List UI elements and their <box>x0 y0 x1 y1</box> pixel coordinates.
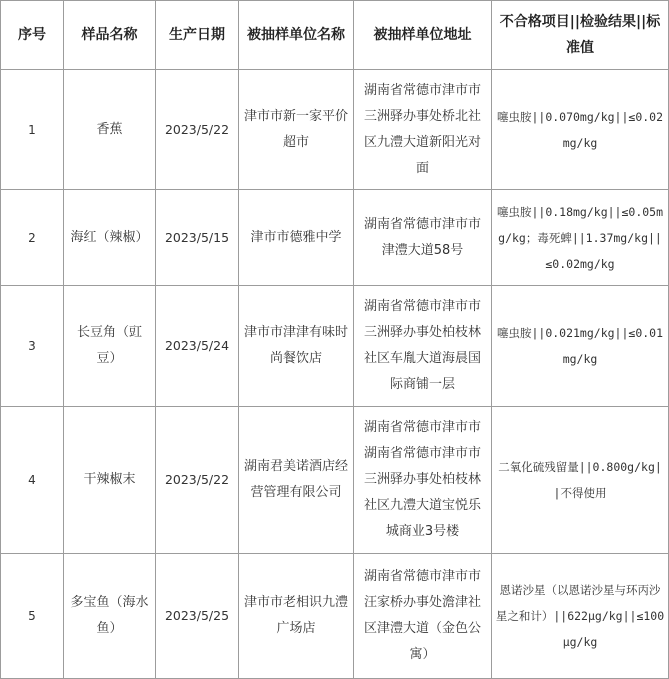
header-production-date: 生产日期 <box>156 1 239 70</box>
cell-unit-address: 湖南省常德市津市市汪家桥办事处澹津社区津澧大道（金色公寓） <box>354 554 492 679</box>
cell-production-date: 2023/5/25 <box>156 554 239 679</box>
cell-unit-name: 津市市老相识九澧广场店 <box>239 554 354 679</box>
cell-seq: 5 <box>1 554 64 679</box>
cell-sample-name: 长豆角（豇豆） <box>64 286 156 407</box>
cell-unit-name: 津市市德雅中学 <box>239 190 354 286</box>
table-row <box>1 70 669 190</box>
cell-result: 噻虫胺||0.070mg/kg||≤0.02mg/kg <box>492 70 669 190</box>
cell-unit-address: 湖南省常德市津市市三洲驿办事处柏枝林社区车胤大道海晨国际商铺一层 <box>354 286 492 407</box>
header-seq: 序号 <box>1 1 64 70</box>
header-row <box>1 1 669 70</box>
table-row <box>1 407 669 554</box>
table-row <box>1 286 669 407</box>
cell-result: 噻虫胺||0.18mg/kg||≤0.05mg/kg；毒死蜱||1.37mg/kg||≤0.02mg/kg <box>492 190 669 286</box>
cell-sample-name: 香蕉 <box>64 70 156 190</box>
cell-production-date: 2023/5/15 <box>156 190 239 286</box>
cell-seq: 4 <box>1 407 64 554</box>
cell-sample-name: 干辣椒末 <box>64 407 156 554</box>
cell-sample-name: 多宝鱼（海水鱼） <box>64 554 156 679</box>
cell-result: 噻虫胺||0.021mg/kg||≤0.01mg/kg <box>492 286 669 407</box>
cell-unit-name: 湖南君美诺酒店经营管理有限公司 <box>239 407 354 554</box>
header-unit-name: 被抽样单位名称 <box>239 1 354 70</box>
cell-production-date: 2023/5/22 <box>156 407 239 554</box>
cell-seq: 3 <box>1 286 64 407</box>
cell-production-date: 2023/5/22 <box>156 70 239 190</box>
cell-unit-name: 津市市津津有味时尚餐饮店 <box>239 286 354 407</box>
cell-unit-name: 津市市新一家平价超市 <box>239 70 354 190</box>
cell-seq: 2 <box>1 190 64 286</box>
cell-unit-address: 湖南省常德市津市市津澧大道58号 <box>354 190 492 286</box>
cell-unit-address: 湖南省常德市津市市湖南省常德市津市市三洲驿办事处柏枝林社区九澧大道宝悦乐城商业3号楼 <box>354 407 492 554</box>
cell-unit-address: 湖南省常德市津市市三洲驿办事处桥北社区九澧大道新阳光对面 <box>354 70 492 190</box>
table-row <box>1 190 669 286</box>
cell-result: 二氧化硫残留量||0.800g/kg||不得使用 <box>492 407 669 554</box>
header-sample-name: 样品名称 <box>64 1 156 70</box>
cell-production-date: 2023/5/24 <box>156 286 239 407</box>
cell-result: 恩诺沙星（以恩诺沙星与环丙沙星之和计）||622μg/kg||≤100μg/kg <box>492 554 669 679</box>
header-unit-address: 被抽样单位地址 <box>354 1 492 70</box>
cell-sample-name: 海红（辣椒） <box>64 190 156 286</box>
cell-seq: 1 <box>1 70 64 190</box>
table-row <box>1 554 669 679</box>
header-result: 不合格项目||检验结果||标准值 <box>492 1 669 70</box>
